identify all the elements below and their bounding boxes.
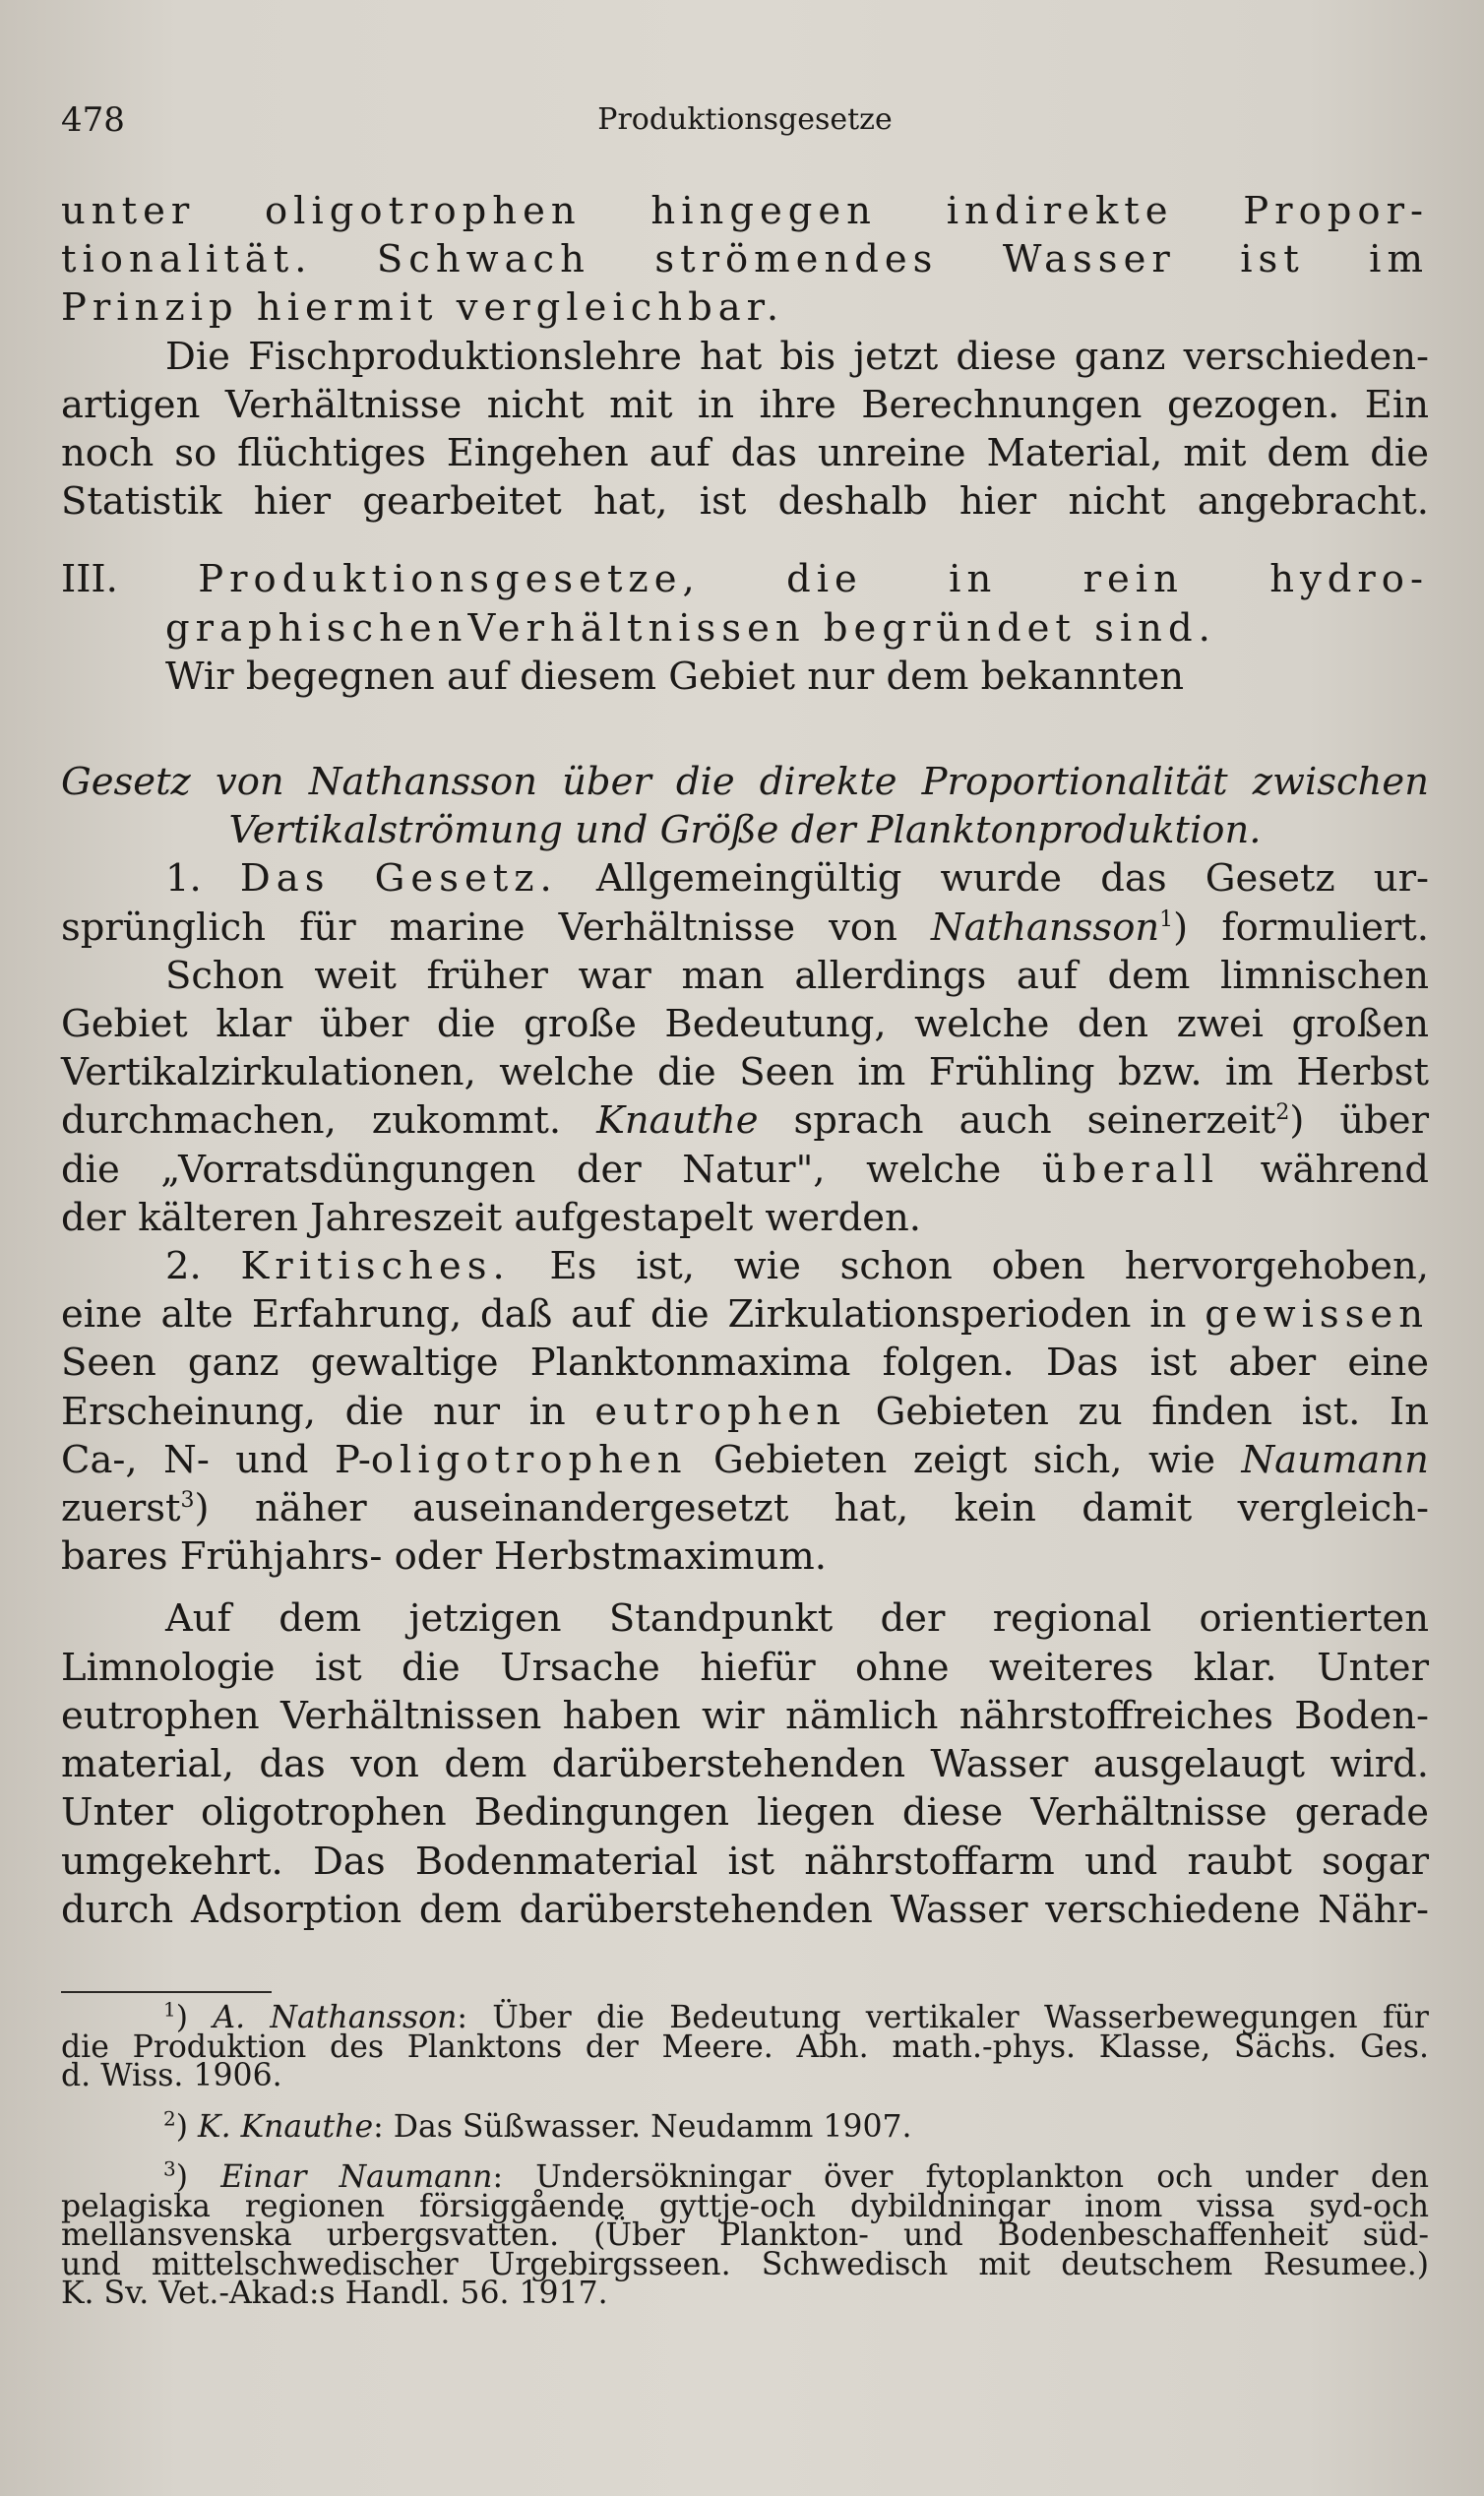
footnote-line: K. Sv. Vet.-Akad:s Handl. 56. 1917. <box>61 2276 608 2311</box>
footnote-line: und mittelschwedischer Urgebirgsseen. Schwedisch mit deutschem Resumee.) <box>61 2246 1429 2282</box>
text-run: sprünglich für marine Verhältnisse von <box>61 905 932 950</box>
footnote-line: die Produktion des Planktons der Meere. Abh. math.-phys. Klasse, Sächs. Ges. <box>61 2028 1429 2065</box>
spaced-word: oligotrophen <box>370 1437 688 1482</box>
text-run: eine alte Erfahrung, daß auf die Zirkulationsperioden in <box>61 1292 1206 1338</box>
text-run: Erscheinung, die nur in <box>61 1389 595 1434</box>
text-line: der kälteren Jahreszeit aufgestapelt werden. <box>61 1195 922 1240</box>
footnote-mark: 3 <box>163 2156 176 2181</box>
footnote-ref: 3 <box>180 1488 195 1514</box>
main-text <box>61 187 1429 1934</box>
text-run: durchmachen, zukommt. <box>61 1098 597 1144</box>
text-line <box>61 1290 1429 1339</box>
section-heading-line <box>61 555 1429 603</box>
footnote-3 <box>61 2156 1429 2311</box>
footnote-line: $^2$) K. Knauthe: Das Süßwasser. Neudamm 1907. <box>163 2106 912 2145</box>
page-number: 478 <box>61 100 125 140</box>
spaced-heading: Das Gesetz. <box>239 856 558 902</box>
footnote-ref: 2 <box>1275 1100 1290 1126</box>
text-run: : Das Süßwasser. Neudamm 1907. <box>373 2108 912 2145</box>
text-line: durch Adsorption dem darüberstehenden Wasser verschiedene Nähr- <box>61 1887 1429 1932</box>
footnote-mark: 2 <box>163 2106 176 2130</box>
text-line: Prinzip hiermit vergleichbar. <box>61 285 785 331</box>
paragraph-5 <box>61 952 1429 1242</box>
text-line: umgekehrt. Das Bodenmaterial ist nährstoffarm und raubt sogar <box>61 1839 1429 1884</box>
text-line <box>61 1242 1429 1290</box>
footnote-line: $^1$) A. Nathansson: Über die Bedeutung vertikaler Wasserbewegungen für <box>163 1997 1429 2035</box>
text-line: Wir begegnen auf diesem Gebiet nur dem bekannten <box>165 654 1184 699</box>
footnote-2 <box>61 2106 1429 2145</box>
spaced-word: überall <box>1041 1147 1220 1192</box>
item-number: 1. <box>165 856 240 902</box>
text-run: während <box>1219 1147 1429 1192</box>
spacer <box>61 526 1429 555</box>
text-run: Ca-, N- und P- <box>61 1437 371 1482</box>
page-header <box>61 94 1429 146</box>
law-title-line: Vertikalströmung und Größe der Planktonproduktion. <box>228 808 1262 853</box>
author-name: Nathansson <box>931 905 1160 950</box>
paragraph-4 <box>61 854 1429 951</box>
paragraph-1 <box>61 187 1429 333</box>
text-line <box>61 1436 1429 1484</box>
section-heading <box>61 555 1429 652</box>
text-run: Allgemeingültig wurde das Gesetz ur- <box>557 856 1429 902</box>
spacer <box>61 1581 1429 1594</box>
footnote-divider <box>61 1991 272 1993</box>
text-run: ) näher auseinandergesetzt hat, kein damit vergleich- <box>194 1486 1429 1531</box>
text-line: unter oligotrophen hingegen indirekte Propor- <box>61 189 1429 233</box>
footnote-author: Einar Naumann <box>220 2159 493 2195</box>
text-line <box>61 1388 1429 1436</box>
text-line: artigen Verhältnisse nicht mit in ihre Berechnungen gezogen. Ein <box>61 382 1429 427</box>
spaced-heading: Kritisches. <box>240 1244 511 1289</box>
text-line <box>61 854 1429 903</box>
text-line: Seen ganz gewaltige Planktonmaxima folgen. Das ist aber eine <box>61 1341 1429 1386</box>
text-run: die „Vorratsdüngungen der Natur", welche <box>61 1147 1042 1192</box>
text-run: : Über die Bedeutung vertikaler Wasserbewegungen für <box>457 2000 1429 2035</box>
paragraph-3 <box>61 653 1429 701</box>
text-run: Es ist, wie schon oben hervorgehoben, <box>510 1244 1429 1289</box>
item-number: 2. <box>165 1244 241 1289</box>
text-run: Gebieten zeigt sich, wie <box>687 1437 1242 1482</box>
text-line <box>61 1484 1429 1532</box>
footnote-author: A. Nathansson <box>213 2000 458 2035</box>
text-run: zuerst <box>61 1486 181 1531</box>
section-number: III. <box>61 557 118 602</box>
text-line: Limnologie ist die Ursache hiefür ohne weiteres klar. Unter <box>61 1645 1429 1690</box>
footnote-author: K. Knauthe <box>198 2108 374 2145</box>
text-run: : Undersökningar över fytoplankton och under den <box>492 2159 1429 2195</box>
text-line: Die Fischproduktionslehre hat bis jetzt diese ganz verschieden- <box>165 334 1429 379</box>
footnote-line: pelagiska regionen försiggående gyttje-och dybildningar inom vissa syd-och <box>61 2188 1429 2224</box>
section-title-line: graphischenVerhältnissen begründet sind. <box>165 605 1216 651</box>
author-name: Knauthe <box>596 1098 759 1144</box>
text-line: bares Frühjahrs- oder Herbstmaximum. <box>61 1534 828 1580</box>
footnote-mark: 1 <box>163 1997 176 2022</box>
text-line: tionalität. Schwach strömendes Wasser ist im <box>61 237 1429 282</box>
text-line: Auf dem jetzigen Standpunkt der regional orientierten <box>165 1596 1429 1642</box>
running-head: Produktionsgesetze <box>597 102 893 137</box>
text-run: ) über <box>1289 1098 1429 1144</box>
spaced-word: gewissen <box>1205 1292 1429 1338</box>
text-run: ) formuliert. <box>1173 905 1429 950</box>
spaced-word: eutrophen <box>594 1389 846 1434</box>
footnote-line: $^3$) Einar Naumann: Undersökningar över fytoplankton och under den <box>163 2156 1429 2195</box>
text-line: Unter oligotrophen Bedingungen liegen diese Verhältnisse gerade <box>61 1790 1429 1836</box>
paragraph-7 <box>61 1594 1429 1933</box>
text-line <box>61 1096 1429 1145</box>
text-line: Statistik hier gearbeitet hat, ist deshalb hier nicht angebracht. <box>61 479 1429 525</box>
text-line: material, das von dem darüberstehenden Wasser ausgelaugt wird. <box>61 1742 1429 1787</box>
law-title-line: Gesetz von Nathansson über die direkte Proportionalität zwischen <box>61 760 1429 805</box>
law-title <box>61 758 1429 854</box>
paragraph-2 <box>61 333 1429 527</box>
section-title: Produktionsgesetze, die in rein hydro- <box>198 557 1429 602</box>
footnote-1 <box>61 1997 1429 2093</box>
text-line: eutrophen Verhältnissen haben wir nämlich nährstoffreiches Boden- <box>61 1693 1429 1738</box>
text-line: Gebiet klar über die große Bedeutung, welche den zwei großen <box>61 1002 1429 1047</box>
footnote-line: d. Wiss. 1906. <box>61 2058 282 2093</box>
text-run: sprach auch seinerzeit <box>758 1098 1276 1144</box>
paragraph-6 <box>61 1242 1429 1581</box>
footnote-line: mellansvenska urbergsvatten. (Über Plankton- und Bodenbeschaffenheit süd- <box>61 2217 1429 2253</box>
text-line: noch so flüchtiges Eingehen auf das unreine Material, mit dem die <box>61 431 1429 476</box>
text-line <box>61 904 1429 952</box>
footnote-ref: 1 <box>1159 906 1174 932</box>
author-name: Naumann <box>1241 1437 1429 1482</box>
footnotes <box>61 1997 1429 2331</box>
text-line: Schon weit früher war man allerdings auf dem limnischen <box>165 953 1429 998</box>
text-line: Vertikalzirkulationen, welche die Seen im Frühling bzw. im Herbst <box>61 1050 1429 1095</box>
text-run: Gebieten zu finden ist. In <box>845 1389 1429 1434</box>
spacer <box>61 701 1429 758</box>
text-line <box>61 1146 1429 1194</box>
